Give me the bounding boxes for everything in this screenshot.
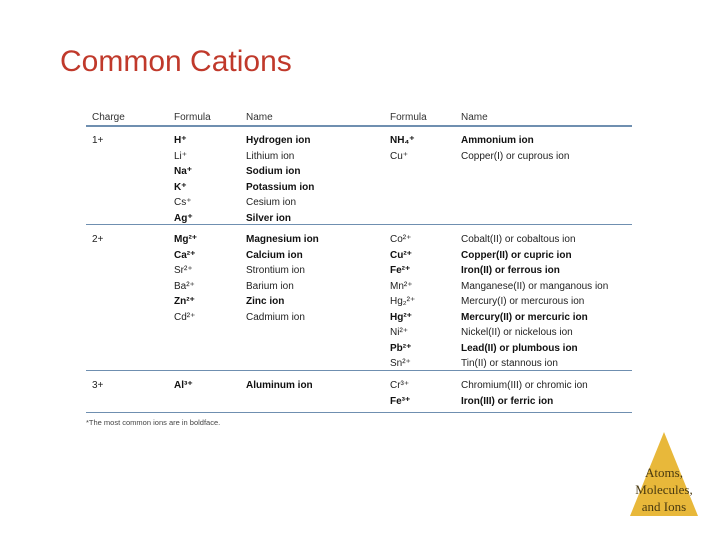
formula-cell: NH₄⁺ bbox=[390, 135, 415, 146]
name-cell: Cadmium ion bbox=[246, 311, 305, 323]
group-divider bbox=[86, 370, 632, 371]
name-cell: Chromium(III) or chromic ion bbox=[461, 380, 588, 391]
page-title: Common Cations bbox=[60, 45, 292, 78]
name-cell: Cobalt(II) or cobaltous ion bbox=[461, 234, 576, 245]
name-cell: Lead(II) or plumbous ion bbox=[461, 342, 578, 354]
formula-cell: H⁺ bbox=[174, 135, 187, 146]
cations-table bbox=[86, 106, 632, 413]
name-cell: Sodium ion bbox=[246, 166, 301, 177]
chapter-badge bbox=[628, 430, 700, 518]
name-cell: Tin(II) or stannous ion bbox=[461, 358, 558, 369]
name-cell: Ammonium ion bbox=[461, 135, 534, 146]
formula-cell: Co²⁺ bbox=[390, 234, 412, 245]
name-cell: Cesium ion bbox=[246, 197, 297, 208]
formula-cell: Mn²⁺ bbox=[390, 280, 413, 292]
badge-line-2: Molecules, bbox=[635, 482, 693, 497]
name-cell: Hydrogen ion bbox=[246, 135, 311, 146]
formula-cell: Ag⁺ bbox=[174, 212, 193, 224]
header-divider bbox=[86, 125, 632, 127]
charge-cell: 2+ bbox=[92, 234, 104, 245]
formula-cell: Al³⁺ bbox=[174, 380, 193, 391]
formula-cell: Na⁺ bbox=[174, 166, 193, 177]
formula-cell: K⁺ bbox=[174, 181, 187, 193]
table-bottom-divider bbox=[86, 412, 632, 413]
charge-cell: 1+ bbox=[92, 135, 104, 146]
header-charge: Charge bbox=[92, 112, 125, 123]
name-cell: Manganese(II) or manganous ion bbox=[461, 280, 609, 292]
formula-cell: Fe²⁺ bbox=[390, 265, 411, 276]
name-cell: Mercury(II) or mercuric ion bbox=[461, 311, 588, 323]
formula-cell: Cu²⁺ bbox=[390, 249, 412, 261]
header-formula-right: Formula bbox=[390, 112, 427, 123]
header-name-right: Name bbox=[461, 112, 488, 123]
formula-cell: Ni²⁺ bbox=[390, 327, 409, 338]
formula-cell: Zn²⁺ bbox=[174, 296, 195, 307]
formula-cell: Pb²⁺ bbox=[390, 342, 412, 354]
badge-text bbox=[628, 464, 700, 515]
badge-line-1: Atoms, bbox=[645, 465, 683, 480]
header-formula-left: Formula bbox=[174, 112, 211, 123]
formula-cell: Ba²⁺ bbox=[174, 280, 195, 292]
formula-cell: Fe³⁺ bbox=[390, 395, 411, 407]
header-name-left: Name bbox=[246, 112, 273, 123]
name-cell: Copper(I) or cuprous ion bbox=[461, 150, 570, 162]
name-cell: Lithium ion bbox=[246, 150, 295, 162]
formula-cell: Cs⁺ bbox=[174, 197, 192, 208]
name-cell: Nickel(II) or nickelous ion bbox=[461, 327, 573, 338]
name-cell: Barium ion bbox=[246, 280, 294, 292]
name-cell: Magnesium ion bbox=[246, 234, 319, 245]
name-cell: Zinc ion bbox=[246, 296, 285, 307]
name-cell: Iron(II) or ferrous ion bbox=[461, 265, 560, 276]
group-divider bbox=[86, 224, 632, 225]
formula-cell: Mg²⁺ bbox=[174, 234, 198, 245]
badge-line-3: and Ions bbox=[641, 499, 687, 514]
formula-cell: Cd²⁺ bbox=[174, 311, 196, 323]
formula-cell: Hg₂²⁺ bbox=[390, 296, 416, 307]
name-cell: Copper(II) or cupric ion bbox=[461, 249, 572, 261]
footnote: *The most common ions are in boldface. bbox=[86, 418, 221, 427]
formula-cell: Sn²⁺ bbox=[390, 358, 411, 369]
formula-cell: Hg²⁺ bbox=[390, 311, 412, 323]
formula-cell: Ca²⁺ bbox=[174, 249, 196, 261]
name-cell: Strontium ion bbox=[246, 265, 305, 276]
name-cell: Aluminum ion bbox=[246, 380, 313, 391]
formula-cell: Cr³⁺ bbox=[390, 380, 410, 391]
name-cell: Mercury(I) or mercurous ion bbox=[461, 296, 585, 307]
formula-cell: Sr²⁺ bbox=[174, 265, 193, 276]
name-cell: Calcium ion bbox=[246, 249, 303, 261]
name-cell: Iron(III) or ferric ion bbox=[461, 395, 554, 407]
name-cell: Potassium ion bbox=[246, 181, 315, 193]
formula-cell: Li⁺ bbox=[174, 150, 188, 162]
name-cell: Silver ion bbox=[246, 212, 292, 224]
charge-cell: 3+ bbox=[92, 380, 104, 391]
formula-cell: Cu⁺ bbox=[390, 150, 409, 162]
